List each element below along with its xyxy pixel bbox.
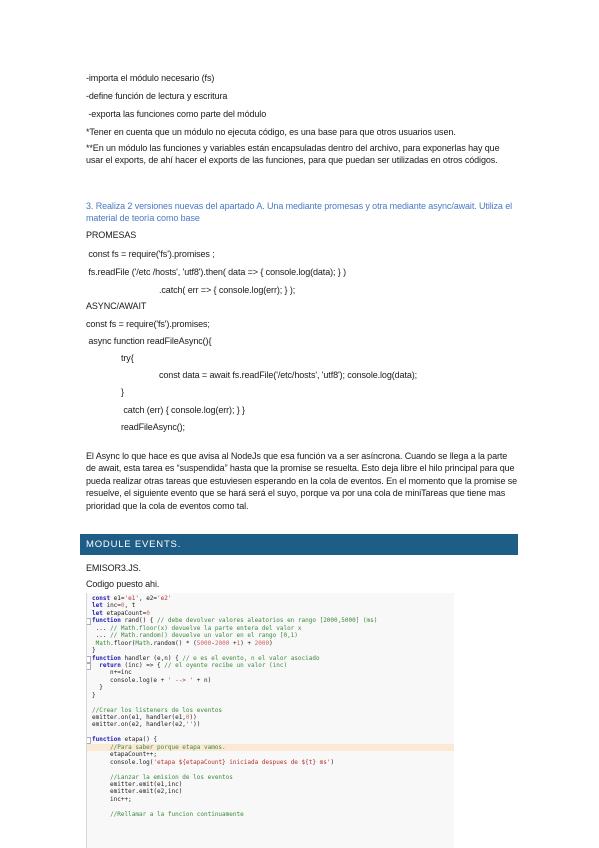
code-line: console.log('etapa ${etapaCount} iniciada despues de ${t} ms') xyxy=(92,758,335,766)
code-line: emitter.on(e1, handler(e1,0)) xyxy=(92,714,197,721)
promesas-code-line-2: fs.readFile ('/etc /hosts', 'utf8').then( data => { console.log(data); } ) xyxy=(86,267,347,277)
async-code-line-1: const fs = require('fs').promises; xyxy=(86,319,210,329)
code-line: //Rellamar a la funcion continuamente xyxy=(110,810,244,818)
async-code-line-7: readFileAsync(); xyxy=(121,422,185,432)
code-line xyxy=(87,699,454,706)
code-line-highlighted: //Para saber porque etapa vamos. xyxy=(87,744,454,751)
codigo-label: Codigo puesto ahi. xyxy=(86,579,160,589)
code-line: } xyxy=(92,691,96,699)
code-line: n+=inc xyxy=(92,669,132,677)
code-line: etapaCount++; xyxy=(92,751,158,759)
code-line: ... // Math.floor(x) devuelve la parte entera del valor x xyxy=(92,624,302,632)
promesas-code-line-1: const fs = require('fs').promises ; xyxy=(86,249,215,259)
promesas-title: PROMESAS xyxy=(86,230,137,240)
emisor-title: EMISOR3.JS. xyxy=(86,563,141,573)
async-code-line-6: catch (err) { console.log(err); } } xyxy=(121,405,245,415)
code-line: console.log(e + ' --> ' + n) xyxy=(92,676,212,684)
code-line: } xyxy=(92,684,103,692)
code-line: ... // Math.random() devuelve un valor en el rango [0,1) xyxy=(92,632,298,640)
code-line: const e1='e1', e2='e2' xyxy=(92,595,172,602)
code-line: inc++; xyxy=(92,795,132,803)
async-code-line-5: } xyxy=(121,387,124,397)
code-line: emitter.emit(e1,inc) xyxy=(92,780,183,788)
code-line xyxy=(87,729,454,736)
code-line: } xyxy=(92,647,96,655)
code-line: //Lanzar la emision de los eventos xyxy=(110,773,233,781)
section-banner: MODULE EVENTS. xyxy=(80,534,518,555)
note-module-base: *Tener en cuenta que un módulo no ejecuta código, es una base para que otros usuarios usen. xyxy=(86,127,456,137)
summary-line-define: -define función de lectura y escritura xyxy=(86,91,228,101)
code-line: return (inc) => { // el oyente recibe un valor (inc) xyxy=(87,662,454,669)
code-line: function handler (e,n) { // e es el evento, n el valor asociado xyxy=(87,655,454,662)
async-code-line-4: const data = await fs.readFile('/etc/hosts', 'utf8'); console.log(data); xyxy=(159,370,418,380)
async-await-title: ASYNC/AWAIT xyxy=(86,301,147,311)
async-code-line-3: try{ xyxy=(121,353,134,363)
async-code-line-2: async function readFileAsync(){ xyxy=(86,336,212,346)
code-line: function etapa() { xyxy=(87,736,454,743)
promesas-code-line-3: .catch( err => { console.log(err); } ); xyxy=(159,285,296,295)
summary-line-export: -exporta las funciones como parte del módulo xyxy=(86,109,267,119)
code-line: Math.floor(Math.random() * (5000-2000 +1) + 2000) xyxy=(95,639,273,647)
code-line xyxy=(87,766,454,773)
summary-line-import: -importa el módulo necesario (fs) xyxy=(86,73,215,83)
note-encapsulation: **En un módulo las funciones y variables están encapsuladas dentro del archivo, para exponerlas hay que usar el exports, de ahí hacer el exports de las funciones, para que puedan ser utilizadas en otros códigos. xyxy=(86,143,500,166)
async-explanation: El Async lo que hace es que avisa al NodeJs que esa función va a ser asíncrona. Cuando se llega a la parte de await, esta tarea es “suspendida” hasta que la promise se resuelta. Esto deja libre el hilo principal para que pueda realizar otras tareas que estuviesen esperando en la cola de eventos. En el momento que la promise se resuelve, el siguiente evento que se hará será el suyo, porque va por una cola de miniTareas que tiene mas prioridad que la cola de eventos como tal. xyxy=(86,451,518,511)
code-screenshot xyxy=(86,593,454,848)
exercise-3-heading: 3. Realiza 2 versiones nuevas del apartado A. Una mediante promesas y otra mediante async/await. Utiliza el material de teoría como base xyxy=(86,201,513,224)
code-line: emitter.on(e2, handler(e2,'')) xyxy=(92,721,201,729)
code-line: //Crear los listeners de los eventos xyxy=(92,706,223,714)
code-line: let etapaCount=0 xyxy=(92,609,150,617)
code-line: emitter.emit(e2,inc) xyxy=(92,788,183,796)
code-line xyxy=(87,803,454,810)
code-line: function rand() { // debe devolver valores aleatorios en rango [2000,5000] (ms) xyxy=(87,617,454,624)
code-line: let inc=0, t xyxy=(92,602,136,610)
